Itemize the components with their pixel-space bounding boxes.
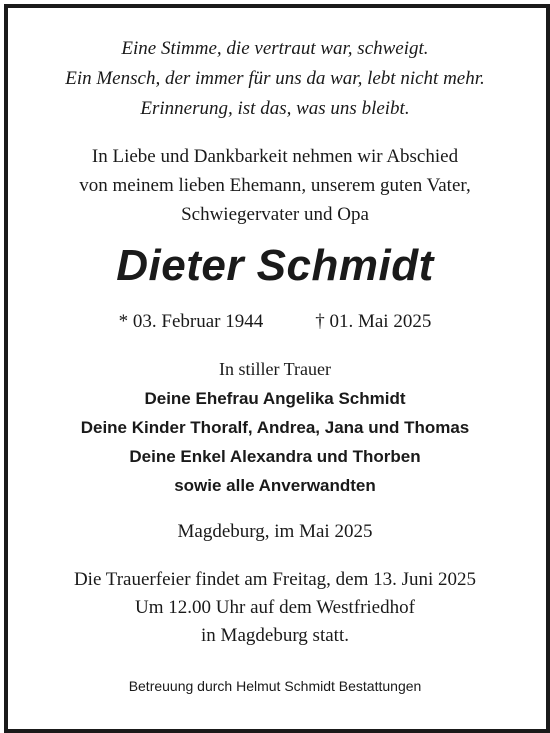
intro-line: von meinem lieben Ehemann, unserem guten Vater, <box>79 175 471 196</box>
birth-date: * 03. Februar 1944 <box>118 311 264 332</box>
funeral-line: Die Trauerfeier findet am Freitag, dem 13. Juni 2025 <box>73 569 477 590</box>
verse-line: Ein Mensch, der immer für uns da war, lebt nicht mehr. <box>65 68 485 89</box>
deceased-name: Dieter Schmidt <box>116 241 434 290</box>
death-date: † 01. Mai 2025 <box>315 311 432 332</box>
farewell-intro <box>0 142 550 229</box>
mourner-line: Deine Enkel Alexandra und Thorben <box>129 447 421 466</box>
verse-line: Erinnerung, ist das, was uns bleibt. <box>140 98 410 119</box>
place-and-date: Magdeburg, im Mai 2025 <box>177 521 373 542</box>
memorial-verse <box>0 34 550 124</box>
mourners-section <box>0 355 550 500</box>
mourner-line: sowie alle Anverwandten <box>174 476 376 495</box>
funeral-line: in Magdeburg statt. <box>201 625 349 646</box>
intro-line: Schwiegervater und Opa <box>181 204 369 225</box>
mourner-line: Deine Ehefrau Angelika Schmidt <box>144 389 406 408</box>
life-dates <box>0 308 550 336</box>
funeral-line: Um 12.00 Uhr auf dem Westfriedhof <box>135 597 415 618</box>
mourners-intro: In stiller Trauer <box>219 359 331 379</box>
funeral-info <box>0 566 550 650</box>
mourner-line: Deine Kinder Thoralf, Andrea, Jana und Thomas <box>80 418 470 437</box>
intro-line: In Liebe und Dankbarkeit nehmen wir Abschied <box>91 146 459 167</box>
verse-line: Eine Stimme, die vertraut war, schweigt. <box>121 38 429 59</box>
undertaker-credit: Betreuung durch Helmut Schmidt Bestattungen <box>128 678 422 694</box>
